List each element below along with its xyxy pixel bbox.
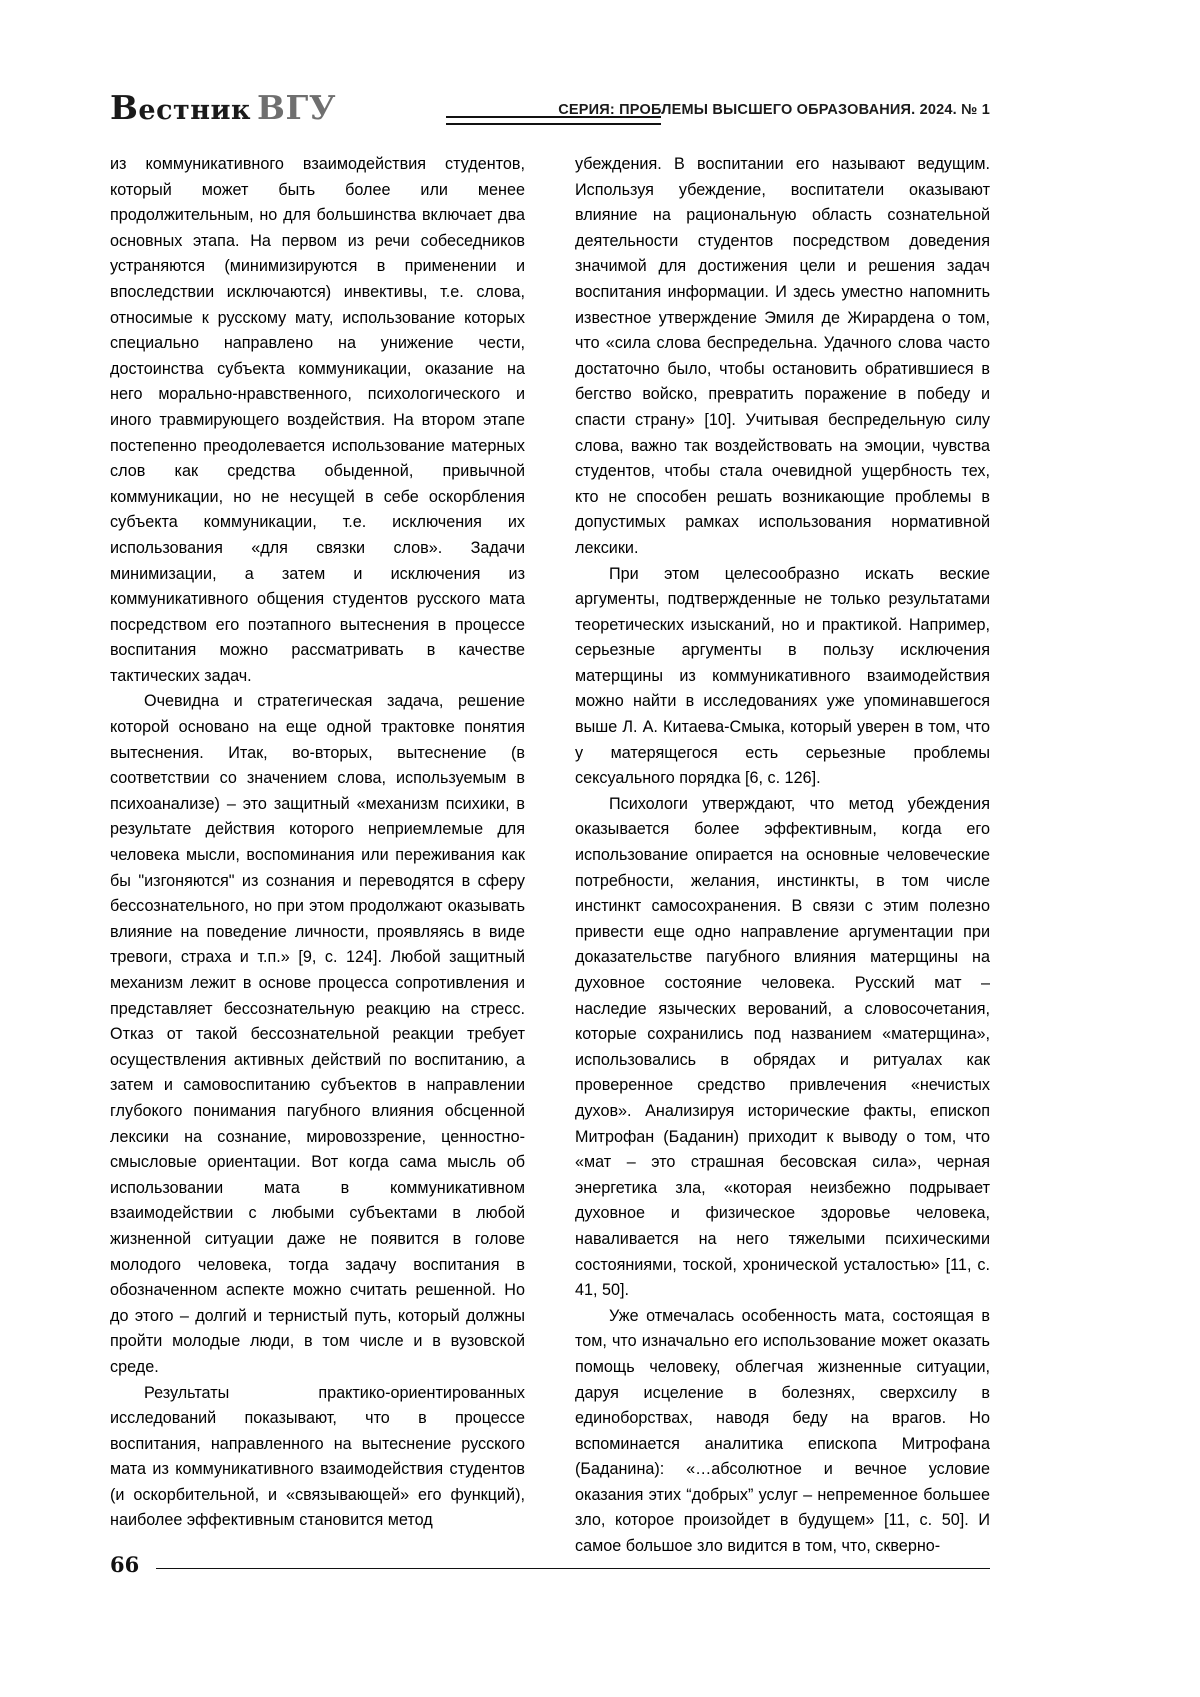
journal-title [110, 88, 336, 127]
journal-title-rest: естник [138, 95, 252, 126]
article-body [110, 152, 990, 1560]
paragraph: Очевидна и стратегическая задача, решение которой основано на еще одной трактовке понятия вытеснения. Итак, во-вторых, вытеснение (в соответствии со значением слова, используемым в психоанализе) – это защитный «механизм психики, в результате действия которого неприемлемые для человека мысли, воспоминания или переживания как бы "изгоняются" из сознания и переводятся в сферу бессознательного, но при этом продолжают оказывать влияние на поведение личности, проявляясь в виде тревоги, страха и т.п.» [9, с. 124]. Любой защитный механизм лежит в основе процесса сопротивления и представляет бессознательную реакцию на стресс. Отказ от такой бессознательной реакции требует осуществления активных действий по воспитанию, а затем и самовоспитанию субъектов в направлении глубокого понимания пагубного влияния обсценной лексики на сознание, мировоззрение, ценностно-смысловые ориентации. Вот когда сама мысль об использовании мата в коммуникативном взаимодействии с любыми субъектами в любой жизненной ситуации даже не появится в голове молодого человека, тогда задачу воспитания в обозначенном аспекте можно считать решенной. Но до этого – долгий и тернистый путь, который должны пройти молодые люди, в том числе и в вузовской среде. [110, 692, 525, 1376]
paragraph: убеждения. В воспитании его называют ведущим. Используя убеждение, воспитатели оказывают влияние на рациональную область сознательной деятельности студентов посредством доведения значимой для достижения цели и решения задач воспитания информации. И здесь уместно напомнить известное утверждение Эмиля де Жирардена о том, что «сила слова беспредельна. Удачного слова часто достаточно было, чтобы остановить обратившиеся в бегство войско, превратить поражение в победу и спасти страну» [10]. Учитывая беспредельную силу слова, важно так воздействовать на эмоции, чувства студентов, чтобы стала очевидной ущербность тех, кто не способен решать возникающие проблемы в допустимых рамках использования нормативной лексики. [575, 155, 990, 557]
footer-divider-rule [156, 1568, 990, 1569]
right-column [575, 152, 990, 1560]
paragraph: Уже отмечалась особенность мата, состоящая в том, что изначально его использование может оказать помощь человеку, облегчая жизненные ситуации, даруя исцеление в болезнях, сверхсилу в единоборствах, наводя беду на врагов. Но вспоминается аналитика епископа Митрофана (Баданина): «…абсолютное и вечное условие оказания этих “добрых” услуг – непременное большее зло, которое произойдет в будущем» [11, с. 50]. И самое большое зло видится в том, что, скверно- [575, 1306, 990, 1556]
journal-title-abbr: ВГУ [257, 88, 337, 127]
journal-series-line: СЕРИЯ: ПРОБЛЕМЫ ВЫСШЕГО ОБРАЗОВАНИЯ. 2024. № 1 [558, 102, 990, 118]
page-number: 66 [110, 1552, 140, 1577]
paragraph: При этом целесообразно искать веские аргументы, подтвержденные не только результатами теоретических изысканий, но и практикой. Например, серьезные аргументы в пользу исключения матерщины из коммуникативного взаимодействия можно найти в исследованиях уже упоминавшегося выше Л. А. Китаева-Смыка, который уверен в том, что у матерящегося есть серьезные проблемы сексуального порядка [6, с. 126]. [575, 564, 990, 788]
journal-title-initial: В [110, 88, 139, 127]
paragraph: Результаты практико-ориентированных исследований показывают, что в процессе воспитания, направленного на вытеснение русского мата из коммуникативного взаимодействия студентов (и оскорбительной, и «связывающей» его функций), наиболее эффективным становится метод [110, 1383, 525, 1530]
paragraph: из коммуникативного взаимодействия студентов, который может быть более или менее продолжительным, но для большинства включает два основных этапа. На первом из речи собеседников устраняются (минимизируются в применении и впоследствии исключаются) инвективы, т.е. слова, относимые к русскому мату, использование которых специально направлено на унижение чести, достоинства субъекта коммуникации, оказание на него морально-нравственного, психологического и иного травмирующего воздействия. На втором этапе постепенно преодолевается использование матерных слов как средства обыденной, привычной коммуникации, но не несущей в себе оскорбления субъекта коммуникации, т.е. исключения их использования «для связки слов». Задачи минимизации, а затем и исключения из коммуникативного общения студентов русского мата посредством его поэтапного вытеснения в процессе воспитания можно рассматривать в качестве тактических задач. [110, 155, 525, 685]
page-header [110, 88, 990, 140]
paragraph: Психологи утверждают, что метод убеждения оказывается более эффективным, когда его использование опирается на основные человеческие потребности, желания, инстинкты, в том числе инстинкт самосохранения. В связи с этим полезно привести еще одно направление аргументации при доказательстве пагубного влияния матерщины на духовное состояние человека. Русский мат – наследие языческих верований, а словосочетания, которые сохранились под названием «матерщина», использовались в обрядах и ритуалах как проверенное средство привлечения «нечистых духов». Анализируя исторические факты, епископ Митрофан (Баданин) приходит к выводу о том, что «мат – это страшная бесовская сила», черная энергетика зла, «которая неизбежно подрывает духовное и физическое здоровье человека, наваливается на него тяжелыми психическими состояниями, тоской, хронической усталостью» [11, с. 41, 50]. [575, 794, 990, 1300]
page-footer [110, 1552, 990, 1582]
left-column [110, 152, 525, 1560]
